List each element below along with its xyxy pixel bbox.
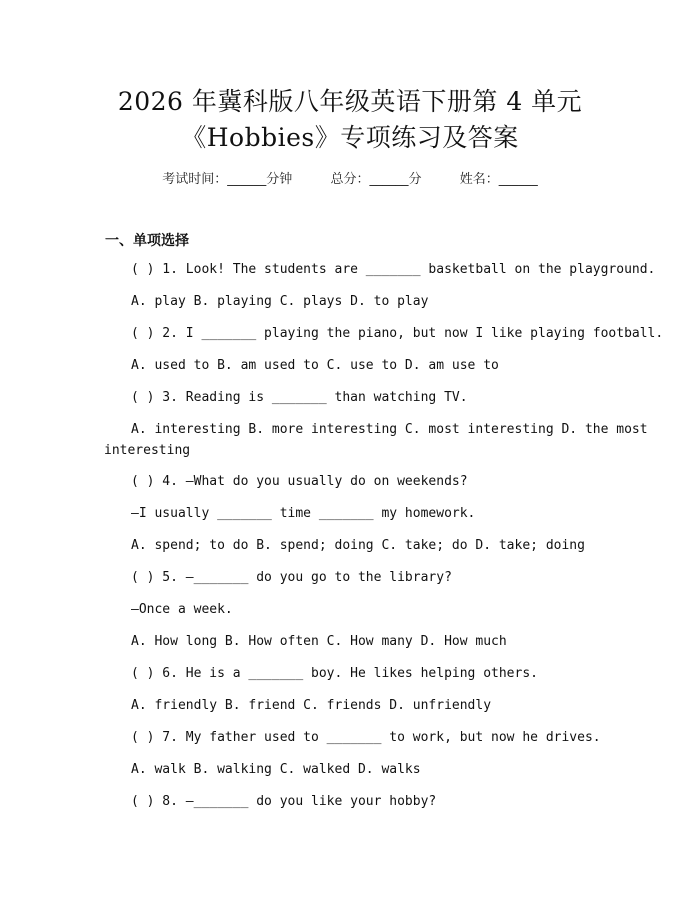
section-heading: 一、单项选择 — [105, 233, 189, 249]
question-line: ( ) 2. I _______ playing the piano, but now I like playing football. — [131, 326, 664, 341]
question-line: ( ) 5. —_______ do you go to the library? — [131, 570, 452, 585]
options-line-continued: interesting — [104, 443, 191, 458]
dialogue-line: —I usually _______ time _______ my homework. — [131, 506, 476, 521]
options-line: A. interesting B. more interesting C. most interesting D. the most — [131, 422, 648, 437]
options-line: A. used to B. am used to C. use to D. am use to — [131, 358, 499, 373]
document-title-line-1: 2026 年冀科版八年级英语下册第 4 单元 — [117, 87, 583, 116]
question-line: ( ) 1. Look! The students are _______ basketball on the playground. — [131, 262, 656, 277]
options-line: A. walk B. walking C. walked D. walks — [131, 762, 421, 777]
question-line: ( ) 7. My father used to _______ to work, but now he drives. — [131, 730, 601, 745]
question-line: ( ) 6. He is a _______ boy. He likes helping others. — [131, 666, 538, 681]
exam-score: 总分：______分 — [330, 172, 422, 187]
exam-name: 姓名：______ — [459, 172, 538, 187]
document-title-line-2: 《Hobbies》专项练习及答案 — [181, 123, 519, 152]
question-line: ( ) 4. —What do you usually do on weekends? — [131, 474, 468, 489]
question-line: ( ) 3. Reading is _______ than watching TV. — [131, 390, 468, 405]
question-line: ( ) 8. —_______ do you like your hobby? — [131, 794, 437, 809]
options-line: A. spend; to do B. spend; doing C. take; do D. take; doing — [131, 538, 585, 553]
options-line: A. play B. playing C. plays D. to play — [131, 294, 429, 309]
options-line: A. How long B. How often C. How many D. How much — [131, 634, 507, 649]
exam-info — [0, 168, 700, 187]
dialogue-line: —Once a week. — [131, 602, 233, 617]
exam-time: 考试时间：______分钟 — [162, 172, 293, 187]
options-line: A. friendly B. friend C. friends D. unfriendly — [131, 698, 492, 713]
